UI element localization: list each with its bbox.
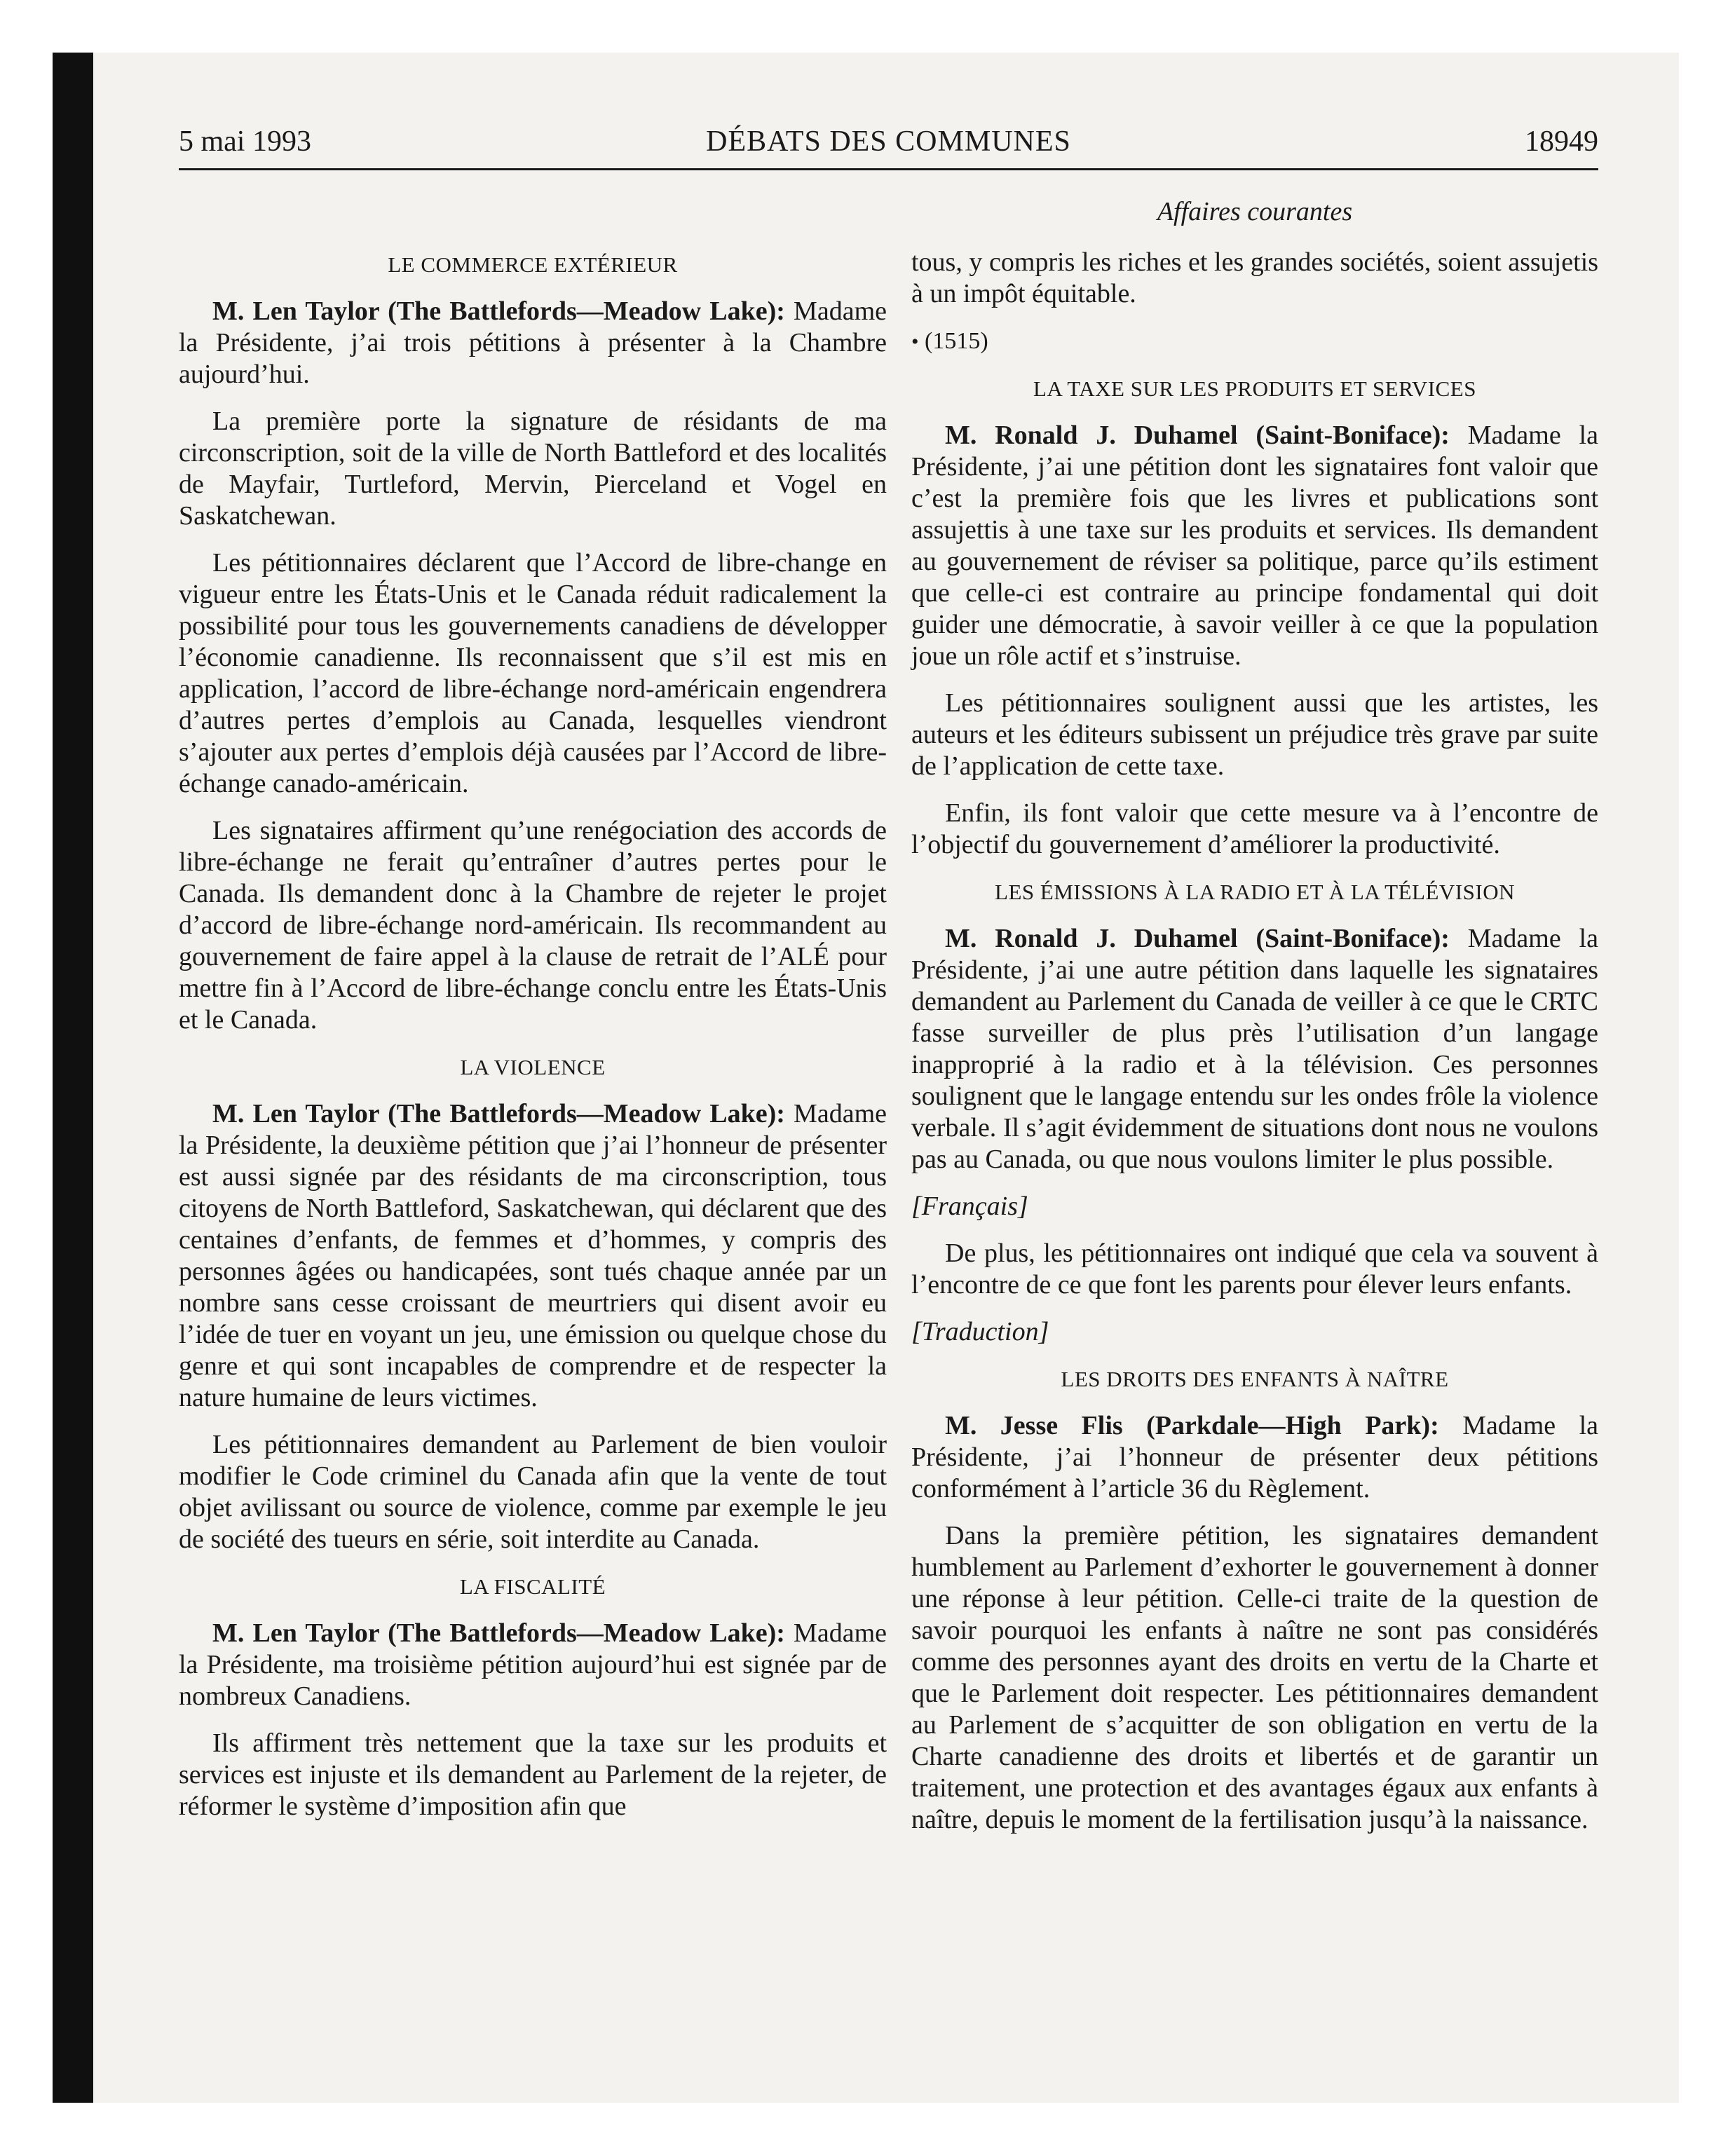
paragraph: Les pétitionnaires demandent au Parlement de bien vouloir modifier le Code criminel du Canada afin que la vente de tout objet avilissant ou source de violence, comme par exemple le jeu de société des tueurs en série, soit interdite au Canada. <box>179 1430 887 1554</box>
language-marker: [Français] <box>911 1192 1028 1221</box>
heading-fiscalite: LA FISCALITÉ <box>459 1574 606 1599</box>
bullet-icon: • <box>911 330 919 353</box>
section-label: Affaires courantes <box>1157 197 1353 226</box>
paragraph: Ils affirment très nettement que la taxe sur les produits et services est injuste et ils demandent au Parlement de la rejeter, de réformer le système d’imposition afin que <box>179 1728 887 1821</box>
speech-text: Madame la Présidente, j’ai trois pétitions à présenter à la Chambre aujourd’hui. <box>179 296 887 389</box>
paragraph <box>911 923 1598 1175</box>
paragraph: Les signataires affirment qu’une renégociation des accords de libre-échange ne ferait qu’entraîner d’autres pertes pour le Canada. Ils demandent donc à la Chambre de rejeter le projet d’accord de libre-échange nord-américain. Ils recommandent au gouvernement de faire appel à la clause de retrait de l’ALÉ pour mettre fin à l’Accord de libre-échange conclu entre les États-Unis et le Canada. <box>179 816 887 1035</box>
paragraph: Enfin, ils font valoir que cette mesure va à l’encontre de l’objectif du gouvernement d’améliorer la productivité. <box>911 798 1598 859</box>
heading-violence: LA VIOLENCE <box>460 1055 606 1079</box>
header-date: 5 mai 1993 <box>179 125 311 158</box>
paragraph <box>179 1618 887 1712</box>
paragraph-continued: tous, y compris les riches et les grandes sociétés, soient assujetis à un impôt équitable. <box>911 247 1598 308</box>
page-header <box>179 125 1598 170</box>
speaker-name: M. Len Taylor (The Battlefords—Meadow Lake): <box>212 1618 785 1648</box>
paragraph <box>179 296 887 390</box>
speech-text: Madame la Présidente, la deuxième pétition que j’ai l’honneur de présenter est aussi signée par des résidants de ma circonscription, tous citoyens de North Battleford, Saskatchewan, qui déclarent que des centaines d’enfants, de femmes et d’hommes, y compris des personnes âgées ou handicapées, sont tués chaque année par un nombre sans cesse croissant de meurtriers qui disent avoir eu l’idée de tuer en voyant un jeu, une émission ou quelque chose du genre et qui sont incapables de comprendre et de respecter la nature humaine de leurs victimes. <box>179 1099 887 1412</box>
speaker-name: M. Len Taylor (The Battlefords—Meadow Lake): <box>212 296 785 326</box>
time-marker-text: (1515) <box>925 328 988 354</box>
paragraph: La première porte la signature de résidants de ma circonscription, soit de la ville de North Battleford et des localités de Mayfair, Turtleford, Mervin, Pierceland et Vogel en Saskatchewan. <box>179 407 887 531</box>
paragraph: Dans la première pétition, les signataires demandent humblement au Parlement d’exhorter le gouvernement à donner une réponse à leur pétition. Celle-ci traite de la question de savoir pourquoi les enfants à naître ne sont pas considérés comme des personnes ayant des droits en vertu de la Charte et que le Parlement doit respecter. Les pétitionnaires demandent au Parlement de s’acquitter de son obligation en vertu de la Charte canadienne des droits et libertés et de garantir un traitement, une protection et des avantages égaux aux enfants à naître, depuis le moment de la fertilisation jusqu’à la naissance. <box>911 1521 1598 1834</box>
header-title: DÉBATS DES COMMUNES <box>706 125 1071 158</box>
speech-text: Madame la Présidente, j’ai une autre pétition dans laquelle les signataires demandent au Parlement du Canada de veiller à ce que le CRTC fasse surveiller de plus près l’utilisation d’un langage inapproprié à la radio et à la télévision. Ces personnes soulignent que le langage entendu sur les ondes frôle la violence verbale. Il s’agit évidemment de situations dont nous ne voulons pas au Canada, ou que nous voulons limiter le plus possible. <box>911 924 1598 1174</box>
paragraph <box>911 420 1598 672</box>
speech-text: Madame la Présidente, ma troisième pétition aujourd’hui est signée par de nombreux Canadiens. <box>179 1618 887 1711</box>
header-page-number: 18949 <box>1525 125 1598 158</box>
paragraph <box>911 1410 1598 1505</box>
speaker-name: M. Len Taylor (The Battlefords—Meadow Lake): <box>212 1099 785 1128</box>
language-marker: [Traduction] <box>911 1317 1049 1346</box>
speech-text: Madame la Présidente, j’ai l’honneur de présenter deux pétitions conformément à l’article 36 du Règlement. <box>911 1411 1598 1503</box>
left-column <box>179 249 887 1838</box>
right-column <box>911 247 1598 1851</box>
speaker-name: M. Jesse Flis (Parkdale—High Park): <box>945 1411 1439 1440</box>
heading-tps: LA TAXE SUR LES PRODUITS ET SERVICES <box>1033 376 1476 401</box>
speaker-name: M. Ronald J. Duhamel (Saint-Boniface): <box>945 421 1450 450</box>
heading-commerce-exterieur: LE COMMERCE EXTÉRIEUR <box>388 252 678 277</box>
paragraph <box>179 1098 887 1414</box>
speaker-name: M. Ronald J. Duhamel (Saint-Boniface): <box>945 924 1450 953</box>
scan-border <box>53 53 93 2103</box>
speech-text: Madame la Présidente, j’ai une pétition dont les signataires font valoir que c’est la première fois que les livres et publications sont assujettis à une taxe sur les produits et services. Ils demandent au gouvernement de réviser sa politique, parce qu’ils estiment que celle-ci est contraire au principe fondamental qui doit guider une démocratie, à savoir veiller à ce que la population joue un rôle actif et s’instruise. <box>911 421 1598 671</box>
heading-emissions: LES ÉMISSIONS À LA RADIO ET À LA TÉLÉVISION <box>995 880 1515 904</box>
time-marker <box>911 325 1598 357</box>
heading-droits-enfants: LES DROITS DES ENFANTS À NAÎTRE <box>1061 1367 1449 1391</box>
paragraph: Les pétitionnaires déclarent que l’Accord de libre-change en vigueur entre les États-Unis et le Canada réduit radicalement la possibilité pour tous les gouvernements canadiens de développer l’économie canadienne. Ils reconnaissent que s’il est mis en application, l’accord de libre-échange nord-américain engendrera d’autres pertes d’emplois au Canada, lesquelles viendront s’ajouter aux pertes d’emplois déjà causées par l’Accord de libre-échange canado-américain. <box>179 548 887 798</box>
paragraph: Les pétitionnaires soulignent aussi que les artistes, les auteurs et les éditeurs subissent un préjudice très grave par suite de l’application de cette taxe. <box>911 688 1598 781</box>
paragraph: De plus, les pétitionnaires ont indiqué que cela va souvent à l’encontre de ce que font les parents pour élever leurs enfants. <box>911 1239 1598 1299</box>
